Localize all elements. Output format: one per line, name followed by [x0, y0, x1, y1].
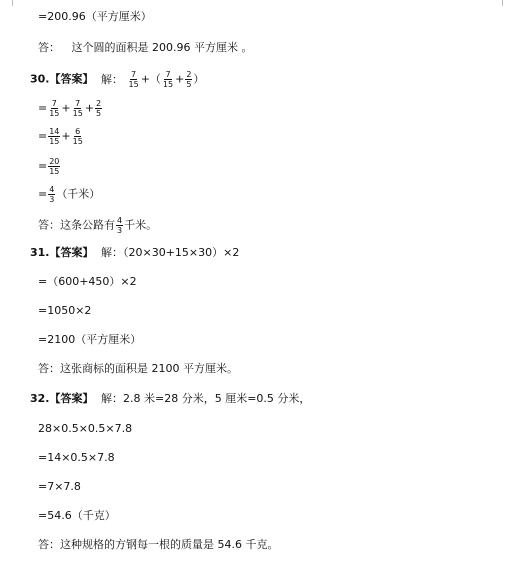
answer-line — [38, 41, 252, 55]
calc-line — [38, 10, 152, 24]
operator: = — [38, 129, 48, 143]
question-31-heading — [30, 246, 239, 260]
calc-line — [38, 157, 61, 176]
fraction — [95, 99, 102, 118]
numerator: 7 — [51, 99, 57, 108]
denominator: 5 — [96, 109, 102, 118]
calc-line — [38, 451, 115, 465]
answer-line — [38, 538, 278, 552]
calc-text: =200.96（平方厘米） — [38, 10, 152, 23]
operator: = — [38, 187, 48, 201]
calc-line — [38, 185, 100, 204]
operator: = — [38, 159, 48, 173]
page-corner-mark-left — [6, 0, 13, 6]
numerator: 20 — [49, 157, 60, 166]
calc-line — [38, 99, 103, 118]
denominator: 15 — [72, 109, 83, 118]
operator: +（ — [140, 72, 161, 86]
answer-prefix: 答： — [38, 41, 60, 54]
answer-label: 31.【答案】 — [30, 246, 94, 259]
answer-text: 答：这条公路有 — [38, 218, 115, 232]
solution-text: 解：（20×30+15×30）×2 — [101, 246, 240, 259]
calc-line — [38, 304, 91, 318]
operator: = — [38, 101, 48, 115]
answer-text: 千米。 — [124, 218, 158, 232]
answer-text: 这个圆的面积是 200.96 平方厘米 。 — [71, 41, 253, 54]
numerator: 7 — [131, 70, 137, 79]
calc-text: =54.6（千克） — [38, 509, 116, 522]
numerator: 7 — [75, 99, 81, 108]
denominator: 15 — [49, 137, 60, 146]
calc-line — [38, 127, 85, 146]
denominator: 15 — [49, 109, 60, 118]
answer-line — [38, 362, 238, 376]
page-corner-mark-right — [502, 0, 509, 6]
fraction — [162, 70, 174, 89]
denominator: 15 — [72, 137, 83, 146]
fraction — [48, 157, 60, 176]
answer-label: 32.【答案】 — [30, 392, 94, 405]
denominator: 3 — [49, 195, 55, 204]
question-32-heading — [30, 392, 310, 406]
numerator: 7 — [165, 70, 171, 79]
answer-line — [38, 216, 157, 235]
calc-line — [38, 509, 116, 523]
calc-text: 28×0.5×0.5×7.8 — [38, 422, 133, 435]
operator: + — [84, 101, 95, 115]
question-30-heading — [30, 70, 204, 89]
calc-text: =1050×2 — [38, 304, 92, 317]
calc-text: =7×7.8 — [38, 480, 81, 493]
denominator: 15 — [162, 80, 174, 89]
denominator: 15 — [49, 167, 60, 176]
calc-text: =14×0.5×7.8 — [38, 451, 115, 464]
calc-line — [38, 333, 141, 347]
calc-text: =（600+450）×2 — [38, 275, 137, 288]
operator: + — [61, 129, 71, 143]
fraction — [116, 216, 123, 235]
fraction — [185, 70, 192, 89]
denominator: 3 — [117, 226, 123, 235]
fraction — [48, 185, 55, 204]
fraction — [72, 127, 84, 146]
numerator: 4 — [49, 185, 55, 194]
operator: ） — [193, 72, 205, 86]
operator: + — [175, 72, 185, 86]
answer-text: 答：这种规格的方钢每一根的质量是 54.6 千克。 — [38, 538, 279, 551]
jie-label: 解： — [101, 72, 123, 86]
numerator: 2 — [186, 70, 192, 79]
calc-line — [38, 275, 137, 289]
calc-text: =2100（平方厘米） — [38, 333, 142, 346]
calc-line — [38, 480, 81, 494]
denominator: 5 — [186, 80, 192, 89]
answer-text: 答：这张商标的面积是 2100 平方厘米。 — [38, 362, 238, 375]
unit-text: （千米） — [56, 187, 101, 201]
calc-line — [38, 422, 132, 436]
denominator: 15 — [128, 80, 139, 89]
fraction — [48, 127, 60, 146]
numerator: 4 — [117, 216, 123, 225]
fraction — [128, 70, 140, 89]
answer-label: 30.【答案】 — [30, 72, 94, 86]
fraction — [72, 99, 84, 118]
operator: + — [61, 101, 71, 115]
numerator: 6 — [75, 127, 81, 136]
numerator: 14 — [49, 127, 60, 136]
solution-text: 解：2.8 米=28 分米，5 厘米=0.5 分米， — [101, 392, 311, 405]
fraction — [48, 99, 60, 118]
numerator: 2 — [96, 99, 102, 108]
